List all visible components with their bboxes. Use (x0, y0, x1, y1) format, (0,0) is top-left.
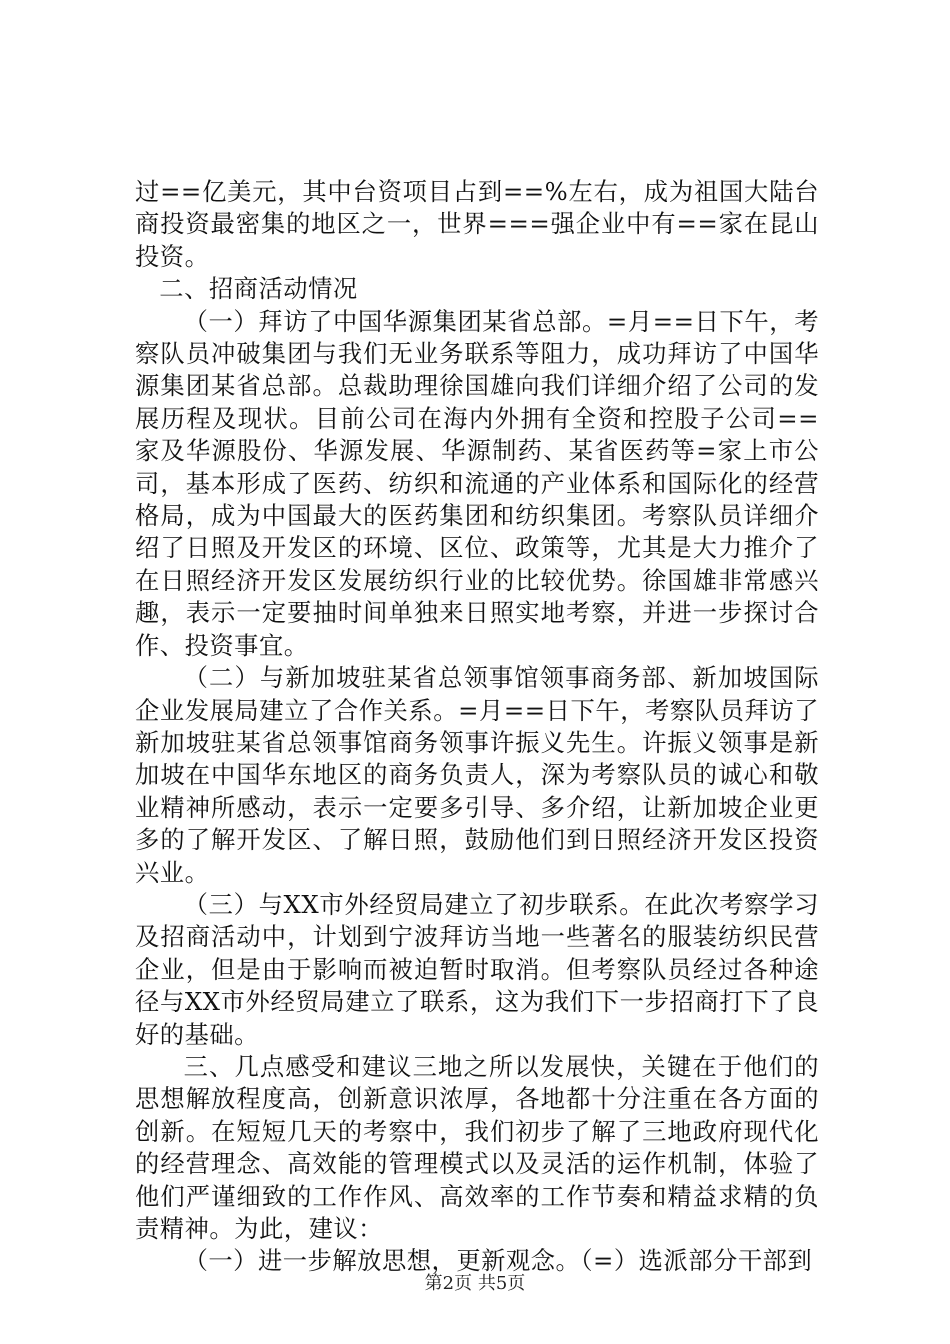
document-body (135, 176, 819, 1278)
paragraph-continuation: 过==亿美元，其中台资项目占到==%左右，成为祖国大陆台商投资最密集的地区之一，世界===强企业中有==家在昆山投资。 (135, 177, 819, 271)
page-number-footer: 第2页 共5页 (424, 1273, 526, 1294)
paragraph-huayuan-visit: （一）拜访了中国华源集团某省总部。=月==日下午，考察队员冲破集团与我们无业务联系等阻力，成功拜访了中国华源集团某省总部。总裁助理徐国雄向我们详细介绍了公司的发展历程及现状。目前公司在海内外拥有全资和控股子公司==家及华源股份、华源发展、华源制药、某省医药等=家上市公司，基本形成了医药、纺织和流通的产业体系和国际化的经营格局，成为中国最大的医药集团和纺织集团。考察队员详细介绍了日照及开发区的环境、区位、政策等，尤其是大力推介了在日照经济开发区发展纺织行业的比较优势。徐国雄非常感兴趣，表示一定要抽时间单独来日照实地考察，并进一步探讨合作、投资事宜。 (135, 306, 819, 660)
paragraph-suggestion-one: （一）进一步解放思想，更新观念。（=）选派部分干部到 (183, 1246, 813, 1276)
paragraph-singapore-consulate: （二）与新加坡驻某省总领事馆领事商务部、新加坡国际企业发展局建立了合作关系。=月==日下午，考察队员拜访了新加坡驻某省总领事馆商务领事许振义先生。许振义领事是新加坡在中国华东地区的商务负责人，深为考察队员的诚心和敬业精神所感动，表示一定要多引导、多介绍，让新加坡企业更多的了解开发区、了解日照，鼓励他们到日照经济开发区投资兴业。 (135, 663, 819, 887)
section-heading-investment-activities: 二、招商活动情况 (159, 274, 358, 304)
paragraph-impressions-suggestions: 三、几点感受和建议三地之所以发展快，关键在于他们的思想解放程度高，创新意识浓厚，各地都十分注重在各方面的创新。在短短几天的考察中，我们初步了解了三地政府现代化的经营理念、高效能的管理模式以及灵活的运作机制，体验了他们严谨细致的工作作风、高效率的工作节奏和精益求精的负责精神。为此，建议： (135, 1051, 819, 1243)
paragraph-foreign-trade-bureau: （三）与XX市外经贸局建立了初步联系。在此次考察学习及招商活动中，计划到宁波拜访当地一些著名的服装纺织民营企业，但是由于影响而被迫暂时取消。但考察队员经过各种途径与XX市外经贸局建立了联系，这为我们下一步招商打下了良好的基础。 (135, 889, 819, 1049)
